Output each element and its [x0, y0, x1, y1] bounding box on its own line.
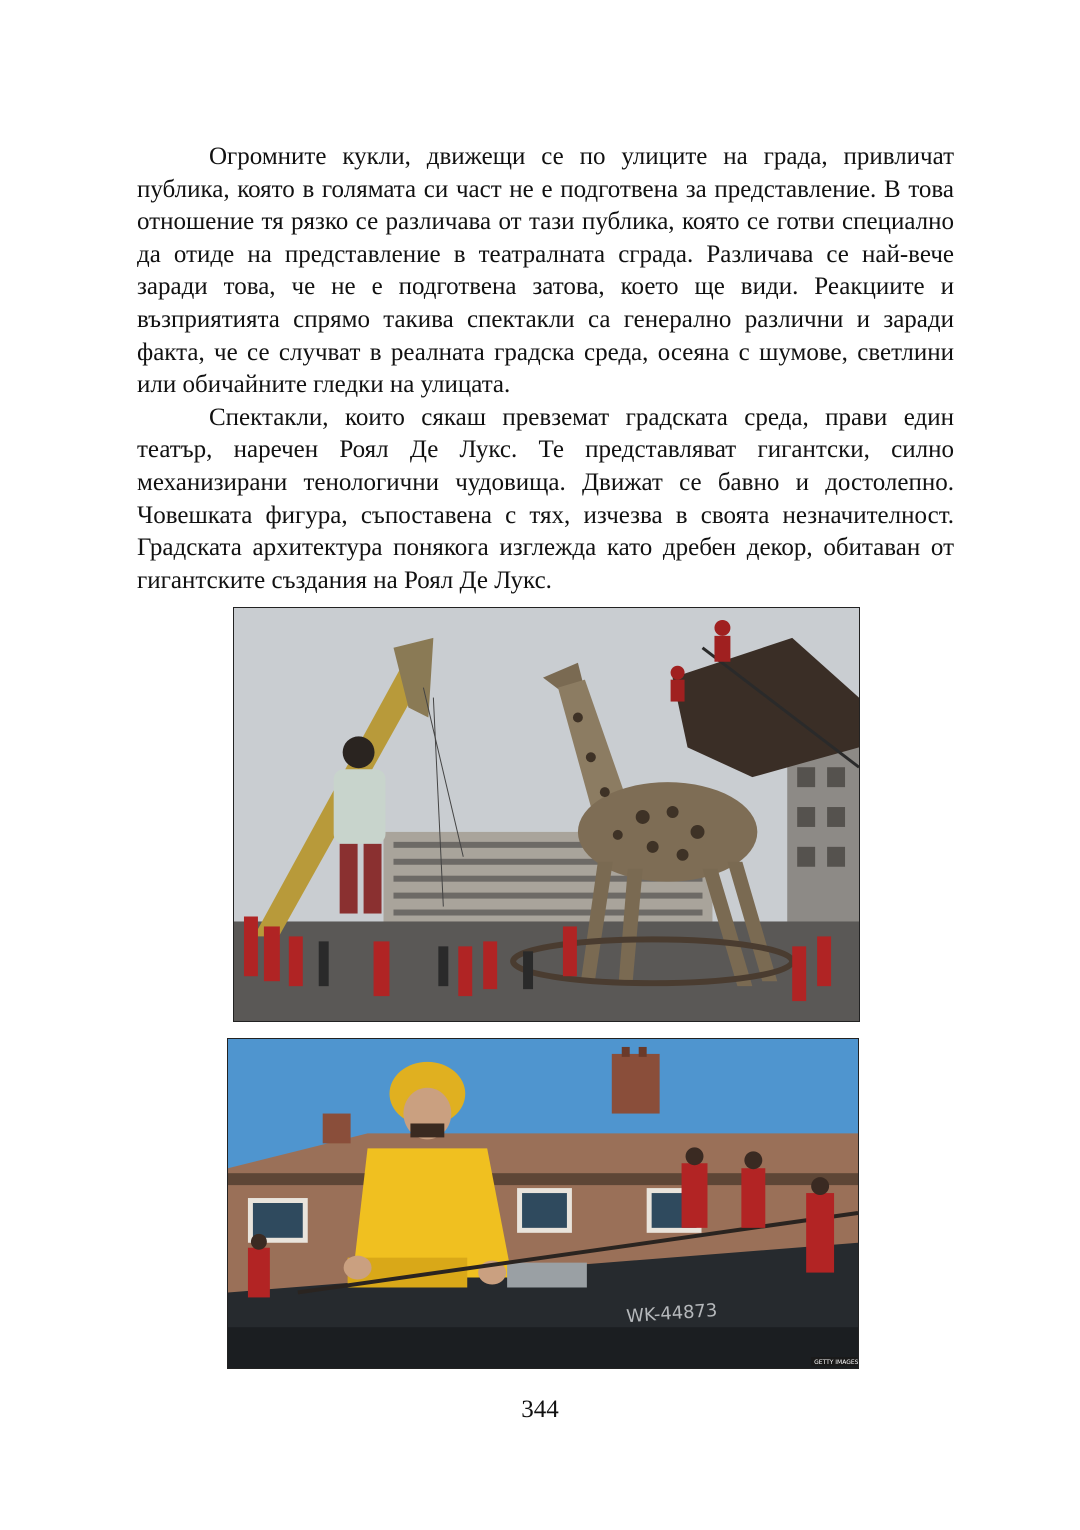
photo-fisherman-scene	[228, 1039, 858, 1368]
photo-giraffe-scene	[234, 608, 859, 1021]
boat-registration: WK-44873	[625, 1300, 718, 1328]
body-text	[137, 141, 954, 597]
paragraph-2: Спектакли, които сякаш превземат градската среда, прави един театър, наречен Роял Де Лукс. Те представляват гигантски, силно механизирани тенологични чудовища. Движат се бавно и достолепно. Човешката фигура, съпоставена с тях, изчезва в своята незначителност. Градската архитектура понякога изглежда като дребен декор, обитаван от гигантските създания на Роял Де Лукс.	[137, 403, 954, 594]
photo-fisherman-puppet-boat	[227, 1038, 859, 1369]
paragraph-1: Огромните кукли, движещи се по улиците на града, привличат публика, която в голямата си част не е подготвена за представление. В това отношение тя рязко се различава от тази публика, която се готви специално да отиде на представление в театралната сграда. Различава се най-вече заради това, че не е подготвена затова, което ще види. Реакциите и възприятията спрямо такива спектакли са генерално различни и заради факта, че се случват в реалната градска среда, осеяна с шумове, светлини или обичайните гледки на улицата.	[137, 143, 954, 399]
photo-giraffe-puppet-parade	[233, 607, 860, 1022]
photo-credit: GETTY IMAGES	[814, 1359, 858, 1367]
page-number: 344	[521, 1396, 559, 1423]
